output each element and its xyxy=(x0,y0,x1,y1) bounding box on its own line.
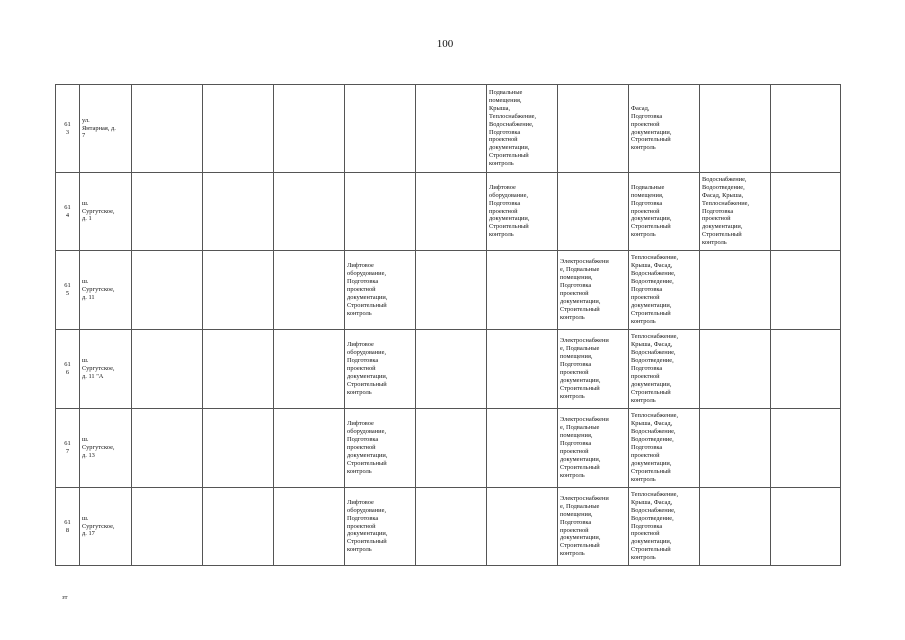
work-list-text: Водоснабжение, Водоотведение, Фасад, Крыша, Теплоснабжение, Подготовка проектной документации, Строительный контроль xyxy=(702,175,750,247)
work-list-text: Теплоснабжение, Крыша, Фасад, Водоснабжение, Водоотведение, Подготовка проектной документации, Строительный контроль xyxy=(631,412,679,483)
work-list-text: Лифтовое оборудование, Подготовка проектной документации, Строительный контроль xyxy=(347,262,388,317)
table-row xyxy=(56,85,841,173)
row-number: 61 3 xyxy=(64,120,71,136)
work-cell xyxy=(700,251,771,330)
row-number-cell xyxy=(56,173,80,251)
work-cell xyxy=(345,330,416,409)
table-row xyxy=(56,173,841,251)
work-cell xyxy=(203,409,274,488)
footer-mark: зт xyxy=(62,594,68,601)
row-number-cell xyxy=(56,85,80,173)
work-cell xyxy=(487,251,558,330)
row-number-cell xyxy=(56,330,80,409)
address-text: ш. Сургутское, д. 1 xyxy=(82,199,115,223)
work-cell xyxy=(345,85,416,173)
work-cell xyxy=(771,251,841,330)
address-text: ш. Сургутское, д. 11 xyxy=(82,278,115,301)
work-cell xyxy=(132,409,203,488)
work-cell xyxy=(700,488,771,566)
work-cell xyxy=(771,85,841,173)
work-list-text: Электроснабжени е, Подвальные помещения, Подготовка проектной документации, Строительный контроль xyxy=(560,494,609,558)
work-cell xyxy=(771,173,841,251)
address-text: ул. Янтарная, д. 7 xyxy=(82,116,116,140)
row-number: 61 4 xyxy=(64,203,71,219)
work-cell xyxy=(274,409,345,488)
work-list-text: Лифтовое оборудование, Подготовка проектной документации, Строительный контроль xyxy=(347,341,388,396)
work-cell xyxy=(416,251,487,330)
work-cell xyxy=(629,85,700,173)
work-cell xyxy=(203,251,274,330)
work-cell xyxy=(416,330,487,409)
row-number: 61 7 xyxy=(64,440,71,455)
work-cell xyxy=(558,488,629,566)
work-cell xyxy=(700,330,771,409)
work-cell xyxy=(771,409,841,488)
row-number-cell xyxy=(56,409,80,488)
table-row xyxy=(56,330,841,409)
work-list-text: Лифтовое оборудование, Подготовка проектной документации, Строительный контроль xyxy=(347,498,388,554)
address-text: ш. Сургутское, д. 11 "А xyxy=(82,357,115,380)
work-cell xyxy=(274,85,345,173)
address-cell xyxy=(80,85,132,173)
row-number: 61 6 xyxy=(64,361,71,376)
work-cell xyxy=(203,488,274,566)
work-cell xyxy=(132,488,203,566)
work-cell xyxy=(487,488,558,566)
work-cell xyxy=(558,85,629,173)
address-cell xyxy=(80,330,132,409)
work-cell xyxy=(487,330,558,409)
work-cell xyxy=(416,85,487,173)
work-list-text: Электроснабжени е, Подвальные помещения, Подготовка проектной документации, Строительный контроль xyxy=(560,258,609,321)
address-cell xyxy=(80,488,132,566)
work-cell xyxy=(487,409,558,488)
work-list-text: Лифтовое оборудование, Подготовка проектной документации, Строительный контроль xyxy=(489,183,530,239)
work-cell xyxy=(700,85,771,173)
table-row xyxy=(56,251,841,330)
work-cell xyxy=(132,330,203,409)
row-number-cell xyxy=(56,251,80,330)
work-cell xyxy=(203,85,274,173)
row-number: 61 5 xyxy=(64,282,71,297)
address-cell xyxy=(80,409,132,488)
work-cell xyxy=(416,488,487,566)
work-list-text: Теплоснабжение, Крыша, Фасад, Водоснабжение, Водоотведение, Подготовка проектной документации, Строительный контроль xyxy=(631,333,679,404)
work-list-text: Теплоснабжение, Крыша, Фасад, Водоснабжение, Водоотведение, Подготовка проектной документации, Строительный контроль xyxy=(631,490,679,562)
work-list-text: Электроснабжени е, Подвальные помещения, Подготовка проектной документации, Строительный контроль xyxy=(560,337,609,400)
work-cell xyxy=(629,173,700,251)
work-cell xyxy=(132,85,203,173)
work-cell xyxy=(345,173,416,251)
work-list-text: Подвальные помещения, Крыша, Теплоснабжение, Водоснабжение, Подготовка проектной документации, Строительный контроль xyxy=(489,88,537,168)
work-cell xyxy=(771,488,841,566)
work-cell xyxy=(203,330,274,409)
work-cell xyxy=(274,488,345,566)
work-cell xyxy=(416,173,487,251)
work-cell xyxy=(274,330,345,409)
address-cell xyxy=(80,173,132,251)
page-number: 100 xyxy=(436,38,454,50)
work-cell xyxy=(629,330,700,409)
work-list-text: Лифтовое оборудование, Подготовка проектной документации, Строительный контроль xyxy=(347,420,388,475)
table-row xyxy=(56,409,841,488)
work-cell xyxy=(700,173,771,251)
work-cell xyxy=(629,251,700,330)
work-cell xyxy=(345,488,416,566)
work-list-text: Подвальные помещения, Подготовка проектной документации, Строительный контроль xyxy=(631,183,672,239)
work-list-text: Фасад, Подготовка проектной документации, Строительный контроль xyxy=(631,104,672,152)
work-cell xyxy=(132,173,203,251)
works-table xyxy=(55,84,841,566)
work-cell xyxy=(487,85,558,173)
work-cell xyxy=(558,409,629,488)
work-cell xyxy=(345,251,416,330)
work-cell xyxy=(700,409,771,488)
row-number: 61 8 xyxy=(64,518,71,534)
work-list-text: Теплоснабжение, Крыша, Фасад, Водоснабжение, Водоотведение, Подготовка проектной документации, Строительный контроль xyxy=(631,254,679,325)
work-cell xyxy=(629,488,700,566)
work-cell xyxy=(132,251,203,330)
work-cell xyxy=(487,173,558,251)
address-cell xyxy=(80,251,132,330)
work-cell xyxy=(558,251,629,330)
table-row xyxy=(56,488,841,566)
address-text: ш. Сургутское, д. 13 xyxy=(82,436,115,459)
work-cell xyxy=(558,173,629,251)
work-cell xyxy=(345,409,416,488)
work-cell xyxy=(629,409,700,488)
row-number-cell xyxy=(56,488,80,566)
address-text: ш. Сургутское, д. 17 xyxy=(82,514,115,538)
work-cell xyxy=(274,173,345,251)
work-cell xyxy=(558,330,629,409)
work-cell xyxy=(274,251,345,330)
work-cell xyxy=(416,409,487,488)
work-cell xyxy=(771,330,841,409)
work-list-text: Электроснабжени е, Подвальные помещения, Подготовка проектной документации, Строительный контроль xyxy=(560,416,609,479)
work-cell xyxy=(203,173,274,251)
